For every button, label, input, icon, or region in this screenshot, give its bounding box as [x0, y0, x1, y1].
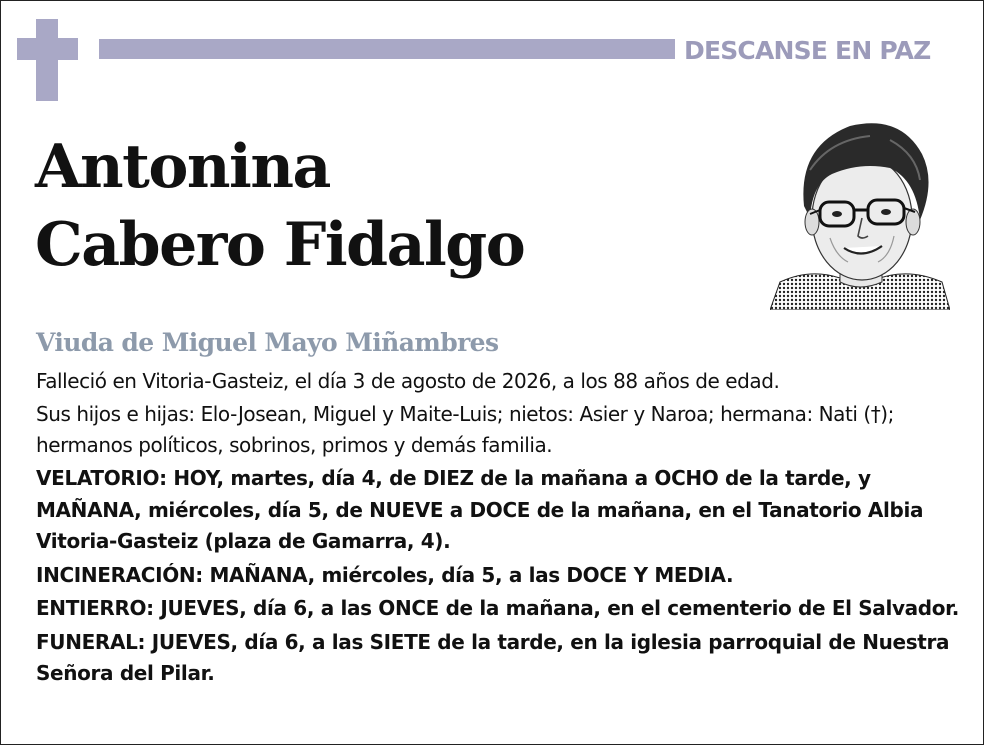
header-rule: [99, 39, 675, 59]
portrait-photo: [770, 110, 950, 310]
cremation-details: INCINERACIÓN: MAÑANA, miércoles, día 5, a las DOCE Y MEDIA.: [36, 562, 734, 587]
deceased-name: [35, 128, 524, 284]
funeral-details: FUNERAL: JUEVES, día 6, a las SIETE de la tarde, en la iglesia parroquial de Nuestra Señora del Pilar.: [36, 629, 950, 685]
cross-icon: [36, 19, 58, 101]
header-label: DESCANSE EN PAZ: [684, 36, 931, 65]
cross-icon-arm: [17, 38, 78, 60]
burial-details: ENTIERRO: JUEVES, día 6, a las ONCE de la mañana, en el cementerio de El Salvador.: [36, 596, 960, 620]
death-statement: Falleció en Vitoria-Gasteiz, el día 3 de agosto de 2026, a los 88 años de edad.: [36, 369, 780, 393]
notice-body: [36, 366, 966, 692]
family-list: Sus hijos e hijas: Elo-Josean, Miguel y Maite-Luis; nietos: Asier y Naroa; hermana: Nati (†); hermanos políticos, sobrinos, primos y demás familia.: [36, 402, 894, 457]
wake-details: VELATORIO: HOY, martes, día 4, de DIEZ de la mañana a OCHO de la tarde, y MAÑANA, miércoles, día 5, de NUEVE a DOCE de la mañana, en el Tanatorio Albia Vitoria-Gasteiz (plaza de Gamarra, 4).: [36, 466, 924, 553]
name-line-2: Cabero Fidalgo: [35, 210, 525, 280]
spouse-line: Viuda de Miguel Mayo Miñambres: [36, 328, 499, 357]
name-line-1: Antonina: [35, 132, 330, 202]
